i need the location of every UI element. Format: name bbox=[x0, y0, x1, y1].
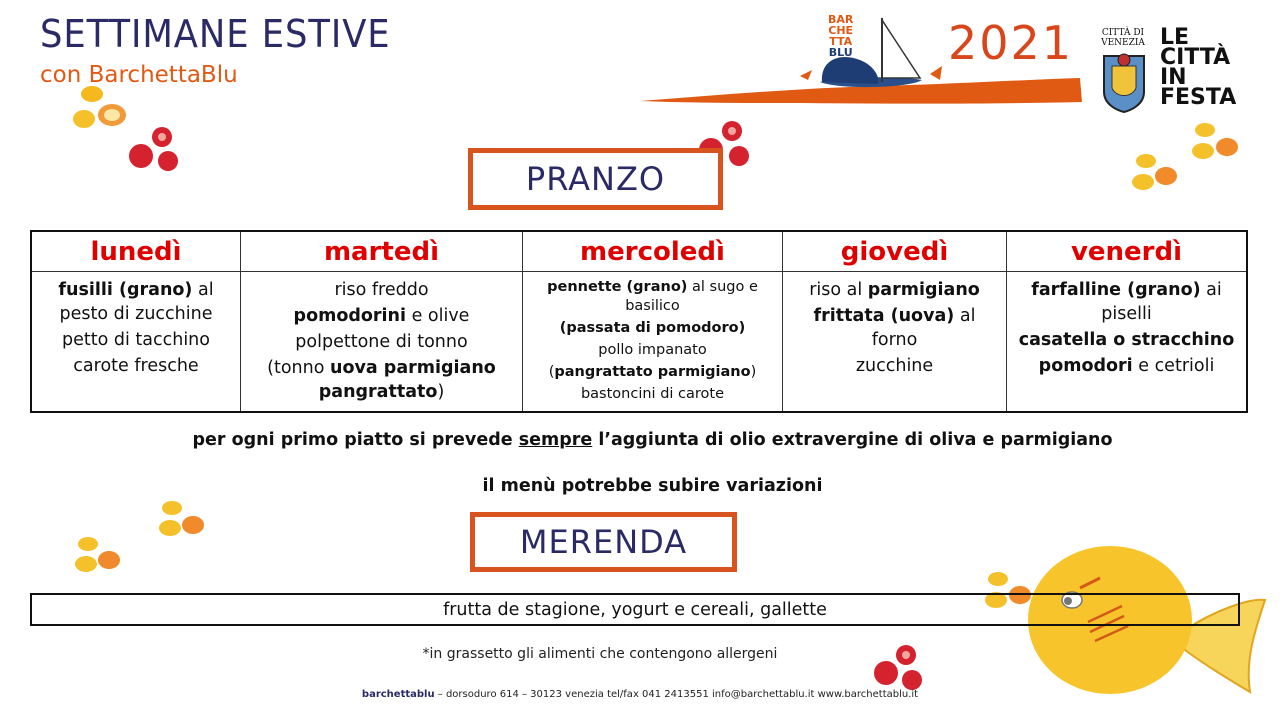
day-column-mercoledi bbox=[522, 232, 782, 411]
pranzo-menu-table bbox=[30, 230, 1248, 413]
day-body-venerdi bbox=[1007, 272, 1246, 378]
red-dots-top-left bbox=[129, 127, 178, 171]
menu-text: bastoncini di carote bbox=[580, 386, 725, 402]
olio-note-sempre: sempre bbox=[518, 430, 593, 450]
wordmark-line-1: BAR bbox=[828, 13, 854, 26]
footer-brand: barchettablu bbox=[361, 689, 435, 700]
menu-line bbox=[38, 328, 234, 352]
day-body-giovedi bbox=[783, 272, 1006, 378]
menu-line bbox=[529, 341, 776, 360]
variazioni-note: il menù potrebbe subire variazioni bbox=[482, 476, 823, 496]
menu-line bbox=[247, 330, 516, 354]
menu-text: al sugo e basilico bbox=[625, 279, 758, 314]
day-column-martedi bbox=[240, 232, 522, 411]
day-column-lunedi bbox=[32, 232, 240, 411]
footer-details: – dorsoduro 614 – 30123 venezia tel/fax 041 2413551 info@barchettablu.it www.barchettablu.it bbox=[437, 689, 919, 700]
day-body-lunedi bbox=[32, 272, 240, 378]
festa-line-3: IN bbox=[1160, 65, 1187, 90]
day-column-venerdi bbox=[1006, 232, 1246, 411]
menu-text: carote fresche bbox=[73, 356, 199, 376]
footer-contact bbox=[0, 689, 1280, 700]
allergen-text: pangrattato parmigiano bbox=[554, 364, 751, 380]
page-subtitle: con BarchettaBlu bbox=[40, 62, 238, 88]
menu-line bbox=[1013, 278, 1240, 326]
city-logo-line-2: VENEZIA bbox=[1101, 38, 1145, 48]
allergen-text: farfalline (grano) bbox=[1031, 280, 1201, 300]
allergen-text: pennette (grano) bbox=[547, 279, 688, 295]
year-label: 2021 bbox=[948, 16, 1074, 70]
festa-line-1: LE bbox=[1160, 25, 1190, 50]
yellow-dots-left-mid bbox=[75, 501, 204, 572]
merenda-items: frutta de stagione, yogurt e cereali, gallette bbox=[30, 593, 1240, 626]
day-header-giovedi: giovedì bbox=[783, 232, 1006, 272]
festa-line-2: CITTÀ bbox=[1160, 45, 1231, 70]
menu-text: pollo impanato bbox=[598, 342, 707, 358]
menu-text: polpettone di tonno bbox=[295, 332, 468, 352]
menu-line bbox=[247, 356, 516, 404]
olio-note-before: per ogni primo piatto si prevede bbox=[192, 430, 519, 450]
menu-line bbox=[38, 354, 234, 378]
allergen-note: *in grassetto gli alimenti che contengono allergeni bbox=[422, 646, 778, 662]
page-title: SETTIMANE ESTIVE bbox=[40, 12, 391, 56]
menu-text: al forno bbox=[871, 306, 976, 350]
venezia-shield-icon bbox=[1104, 54, 1144, 112]
menu-text: riso al bbox=[809, 280, 868, 300]
menu-line bbox=[1013, 328, 1240, 352]
menu-text: ( bbox=[548, 364, 555, 380]
allergen-text: pomodorini bbox=[293, 306, 406, 326]
menu-text: ) bbox=[750, 364, 757, 380]
menu-text: ai piselli bbox=[1101, 280, 1222, 324]
wordmark-line-3: TTA bbox=[829, 35, 853, 48]
menu-line bbox=[247, 304, 516, 328]
menu-text: e cetrioli bbox=[1132, 356, 1215, 376]
day-body-martedi bbox=[241, 272, 522, 404]
allergen-text: pomodori bbox=[1038, 356, 1133, 376]
day-header-lunedi: lunedì bbox=[32, 232, 240, 272]
wordmark-line-4: BLU bbox=[828, 46, 853, 59]
menu-text: ) bbox=[437, 382, 445, 402]
menu-line bbox=[789, 354, 1000, 378]
yellow-dots-right bbox=[1132, 123, 1238, 190]
menu-text: petto di tacchino bbox=[62, 330, 210, 350]
pranzo-heading: PRANZO bbox=[468, 148, 723, 210]
day-header-mercoledi: mercoledì bbox=[523, 232, 782, 272]
yellow-dots-top-left bbox=[73, 86, 126, 128]
allergen-text: uova parmigiano pangrattato bbox=[318, 358, 496, 402]
olio-note bbox=[0, 430, 1280, 450]
menu-line bbox=[529, 363, 776, 382]
menu-line bbox=[247, 278, 516, 302]
wordmark-line-2: CHE bbox=[828, 24, 854, 37]
menu-text: zucchine bbox=[855, 356, 934, 376]
menu-line bbox=[529, 319, 776, 338]
menu-line bbox=[789, 278, 1000, 302]
barchettablu-wordmark bbox=[828, 14, 853, 58]
menu-line bbox=[38, 278, 234, 326]
menu-line bbox=[529, 278, 776, 316]
city-of-venice-logo bbox=[1097, 28, 1149, 48]
merenda-heading: MERENDA bbox=[470, 512, 737, 572]
day-column-giovedi bbox=[782, 232, 1006, 411]
allergen-text: frittata (uova) bbox=[813, 306, 955, 326]
allergen-text: (passata di pomodoro) bbox=[559, 320, 746, 336]
day-header-venerdi: venerdì bbox=[1007, 232, 1246, 272]
city-logo-line-1: CITTÀ DI bbox=[1101, 28, 1145, 38]
le-citta-in-festa-logo bbox=[1160, 25, 1237, 110]
menu-text: (tonno bbox=[267, 358, 331, 378]
menu-text: riso freddo bbox=[334, 280, 429, 300]
day-body-mercoledi bbox=[523, 272, 782, 404]
allergen-text: casatella o stracchino bbox=[1018, 330, 1235, 350]
allergen-text: fusilli (grano) bbox=[58, 280, 193, 300]
menu-line bbox=[1013, 354, 1240, 378]
day-header-martedi: martedì bbox=[241, 232, 522, 272]
menu-line bbox=[529, 385, 776, 404]
allergen-text: parmigiano bbox=[867, 280, 980, 300]
menu-text: e olive bbox=[406, 306, 470, 326]
olio-note-after: l’aggiunta di olio extravergine di oliva e parmigiano bbox=[592, 430, 1113, 450]
festa-line-4: FESTA bbox=[1160, 85, 1237, 110]
menu-text: al pesto di zucchine bbox=[59, 280, 214, 324]
menu-line bbox=[789, 304, 1000, 352]
